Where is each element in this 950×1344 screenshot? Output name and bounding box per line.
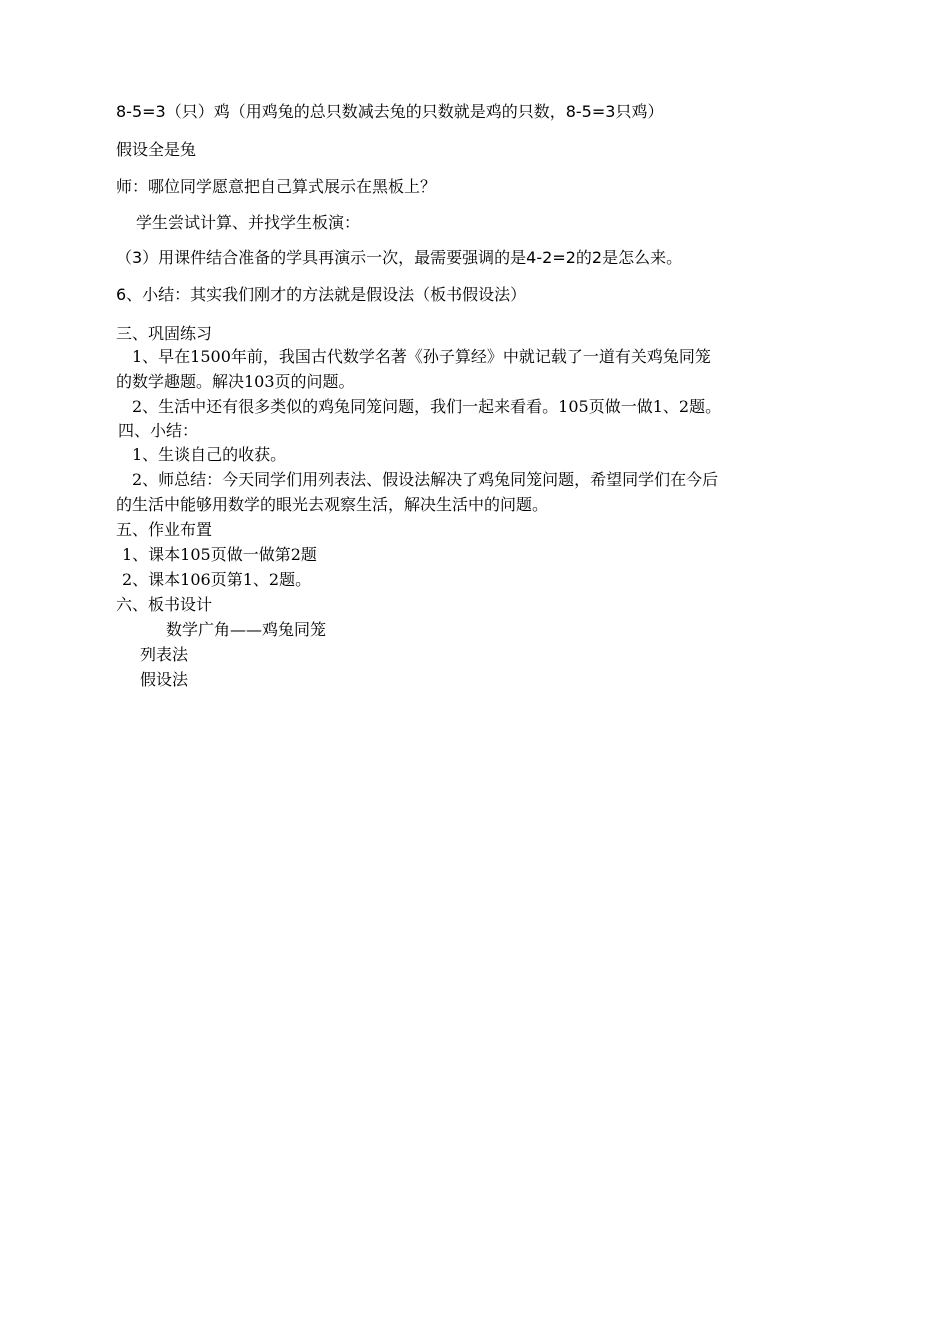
text-line: 的数学趣题。解决103页的问题。 [116, 372, 355, 391]
text-line: 1、课本105页做一做第2题 [122, 545, 317, 564]
section-heading: 三、巩固练习 [116, 324, 213, 343]
text-line: 1、早在1500年前，我国古代数学名著《孙子算经》中就记载了一道有关鸡兔同笼 [132, 347, 711, 366]
text-line: 2、师总结：今天同学们用列表法、假设法解决了鸡兔同笼问题，希望同学们在今后 [132, 470, 719, 489]
text-line: 假设法 [140, 670, 189, 689]
text-line: 的生活中能够用数学的眼光去观察生活，解决生活中的问题。 [116, 495, 549, 514]
text-line: 2、生活中还有很多类似的鸡兔同笼问题，我们一起来看看。105页做一做1、2题。 [132, 397, 722, 416]
text-line: 2、课本106页第1、2题。 [122, 570, 312, 589]
text-line: （3）用课件结合准备的学具再演示一次，最需要强调的是4-2=2的2是怎么来。 [116, 248, 683, 267]
text-line: 学生尝试计算、并找学生板演： [136, 213, 361, 232]
text-line: 师：哪位同学愿意把自己算式展示在黑板上？ [116, 177, 437, 196]
text-line: 6、小结：其实我们刚才的方法就是假设法（板书假设法） [116, 285, 527, 304]
text-line: 8-5=3（只）鸡（用鸡兔的总只数减去兔的只数就是鸡的只数，8-5=3只鸡） [116, 102, 664, 121]
text-line: 列表法 [140, 645, 189, 664]
text-line: 数学广角——鸡兔同笼 [166, 620, 327, 639]
section-heading: 四、小结： [118, 421, 199, 440]
text-line: 1、生谈自己的收获。 [132, 445, 287, 464]
section-heading: 六、板书设计 [116, 595, 213, 614]
section-heading: 五、作业布置 [116, 520, 213, 539]
text-line: 假设全是兔 [116, 140, 197, 159]
